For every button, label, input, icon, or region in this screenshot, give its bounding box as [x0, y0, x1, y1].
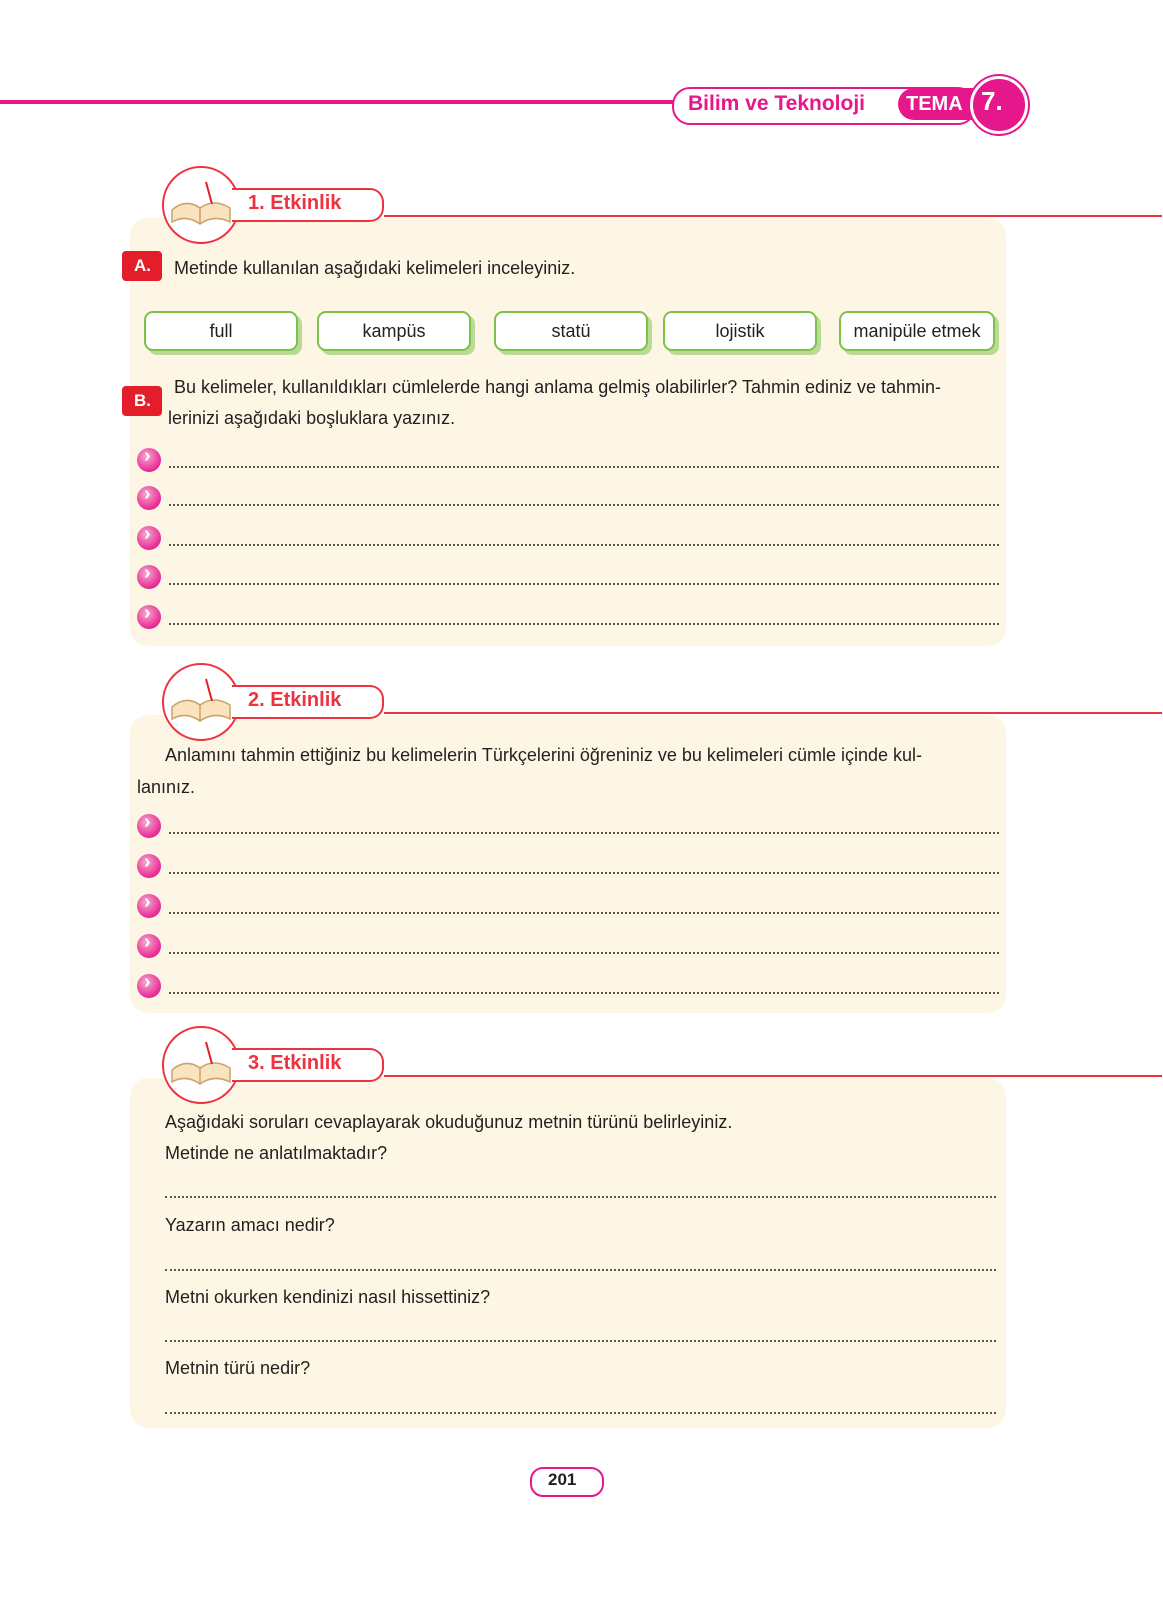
word-box: manipüle etmek — [839, 311, 995, 351]
question-text: Metinde ne anlatılmaktadır? — [165, 1143, 388, 1163]
activity2-text-line2: lanınız. — [137, 777, 196, 797]
arrow-bullet-icon — [137, 526, 161, 550]
word-box: full — [144, 311, 298, 351]
answer-line[interactable] — [165, 1412, 996, 1414]
arrow-bullet-icon — [137, 974, 161, 998]
arrow-bullet-icon — [137, 448, 161, 472]
question-text: Yazarın amacı nedir? — [165, 1215, 335, 1235]
answer-line[interactable] — [137, 486, 999, 512]
activity1-heading — [162, 166, 1002, 246]
answer-line[interactable] — [137, 854, 999, 880]
tema-number: 7. — [981, 86, 1003, 116]
arrow-bullet-icon — [137, 934, 161, 958]
section-a-tag: A. — [122, 251, 162, 281]
heading-rule — [384, 1075, 1162, 1077]
arrow-bullet-icon — [137, 565, 161, 589]
answer-line[interactable] — [165, 1196, 996, 1198]
header-rule — [0, 100, 675, 104]
tema-label: TEMA — [906, 93, 963, 115]
section-b-text-line1: Bu kelimeler, kullanıldıkları cümlelerde hangi anlama gelmiş olabilirler? Tahmin ediniz ve tahmin- — [174, 377, 942, 397]
answer-line[interactable] — [137, 974, 999, 1000]
arrow-bullet-icon — [137, 605, 161, 629]
activity2-heading — [162, 663, 1002, 743]
activity1-title: 1. Etkinlik — [248, 192, 342, 214]
answer-line[interactable] — [137, 526, 999, 552]
answer-line[interactable] — [165, 1269, 996, 1271]
heading-rule — [384, 712, 1162, 714]
word-box: kampüs — [317, 311, 471, 351]
question-text: Metni okurken kendinizi nasıl hissettiniz? — [165, 1287, 491, 1307]
answer-line[interactable] — [137, 448, 999, 474]
arrow-bullet-icon — [137, 814, 161, 838]
activity2-title: 2. Etkinlik — [248, 689, 342, 711]
arrow-bullet-icon — [137, 486, 161, 510]
arrow-bullet-icon — [137, 854, 161, 878]
answer-line[interactable] — [137, 814, 999, 840]
activity3-title: 3. Etkinlik — [248, 1052, 342, 1074]
heading-rule — [384, 215, 1162, 217]
activity3-heading — [162, 1026, 1002, 1106]
answer-line[interactable] — [137, 894, 999, 920]
page-number: 201 — [548, 1470, 577, 1489]
word-box: lojistik — [663, 311, 817, 351]
open-book-icon — [162, 1026, 240, 1104]
section-b-text-line2: lerinizi aşağıdaki boşluklara yazınız. — [168, 408, 456, 428]
open-book-icon — [162, 663, 240, 741]
answer-line[interactable] — [137, 565, 999, 591]
word-box: statü — [494, 311, 648, 351]
activity2-text-line1: Anlamını tahmin ettiğiniz bu kelimelerin Türkçelerini öğreniniz ve bu kelimeleri cümle içinde kul- — [165, 745, 922, 765]
answer-line[interactable] — [137, 934, 999, 960]
activity3-intro: Aşağıdaki soruları cevaplayarak okuduğunuz metnin türünü belirleyiniz. — [165, 1112, 733, 1132]
open-book-icon — [162, 166, 240, 244]
arrow-bullet-icon — [137, 894, 161, 918]
section-b-tag: B. — [122, 386, 162, 416]
section-a-text: Metinde kullanılan aşağıdaki kelimeleri inceleyiniz. — [174, 258, 576, 278]
answer-line[interactable] — [165, 1340, 996, 1342]
answer-line[interactable] — [137, 605, 999, 631]
theme-title: Bilim ve Teknoloji — [688, 92, 865, 115]
question-text: Metnin türü nedir? — [165, 1358, 311, 1378]
